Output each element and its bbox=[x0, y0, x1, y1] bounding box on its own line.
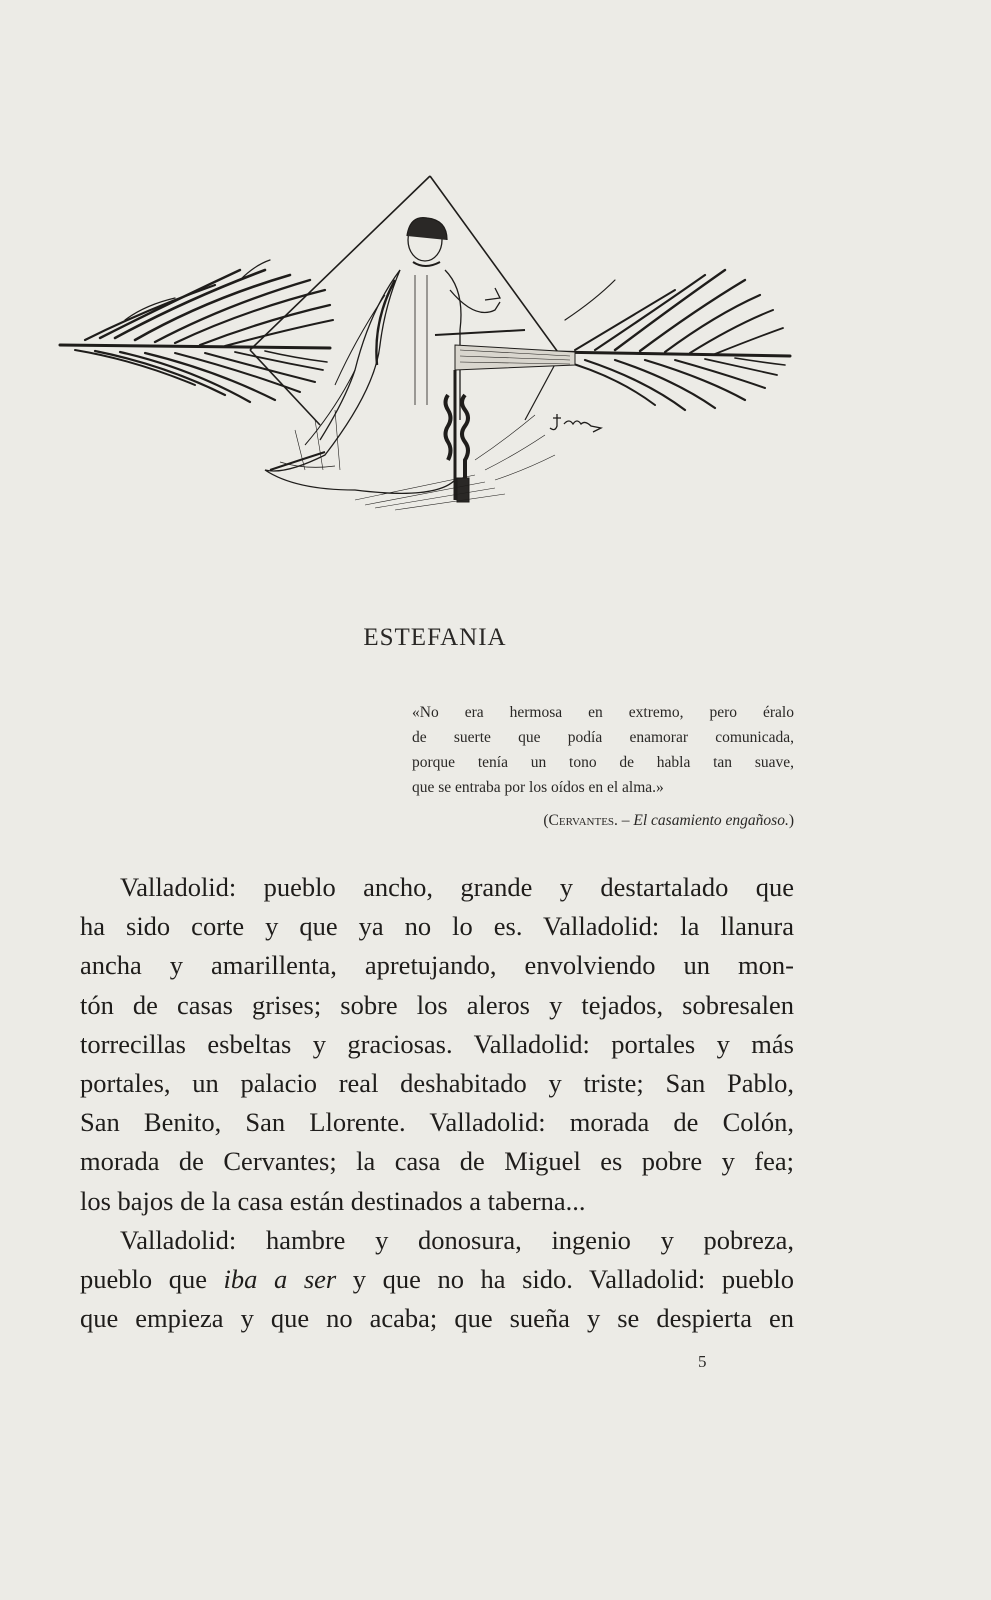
text-line: ha sido corte y que ya no lo es. Valladolid: la llanura bbox=[80, 911, 794, 942]
attribution-open: ( bbox=[543, 812, 549, 829]
text-line: que empieza y que no acaba; que sueña y se despierta en bbox=[80, 1303, 794, 1334]
text-segment: pueblo que bbox=[80, 1264, 224, 1295]
epigraph-line: que se entraba por los oídos en el alma.» bbox=[412, 779, 664, 796]
text-line: portales, un palacio real deshabitado y triste; San Pablo, bbox=[80, 1068, 794, 1099]
loom bbox=[435, 330, 575, 502]
italic-phrase: iba a ser bbox=[223, 1264, 337, 1295]
page-number: 5 bbox=[698, 1352, 707, 1371]
text-line: torrecillas esbeltas y graciosas. Valladolid: portales y más bbox=[80, 1028, 794, 1059]
text-line bbox=[80, 1260, 794, 1299]
text-line: morada de Cervantes; la casa de Miguel es pobre y fea; bbox=[80, 1146, 794, 1177]
text-line: tón de casas grises; sobre los aleros y tejados, sobresalen bbox=[80, 989, 794, 1020]
text-segment: y que no ha sido. Valladolid: pueblo bbox=[336, 1264, 794, 1295]
epigraph bbox=[412, 700, 794, 800]
artist-signature bbox=[550, 414, 601, 432]
text-line: Valladolid: pueblo ancho, grande y destartalado que bbox=[120, 872, 794, 902]
body-text bbox=[80, 868, 794, 1338]
diamond-frame bbox=[250, 176, 560, 425]
epigraph-line: porque tenía un tono de habla tan suave, bbox=[412, 754, 794, 771]
attribution-close: ) bbox=[788, 812, 794, 829]
chapter-title: ESTEFANIA bbox=[363, 624, 507, 651]
epigraph-line: «No era hermosa en extremo, pero éralo bbox=[412, 704, 794, 721]
right-palm-frond bbox=[550, 270, 790, 410]
text-line: San Benito, San Llorente. Valladolid: morada de Colón, bbox=[80, 1107, 794, 1138]
epigraph-line: de suerte que podía enamorar comunicada, bbox=[412, 729, 794, 746]
text-line: ancha y amarillenta, apretujando, envolviendo un mon- bbox=[80, 950, 794, 981]
woman-at-loom-engraving bbox=[55, 170, 800, 525]
epigraph-attribution bbox=[412, 812, 794, 830]
attribution-author: Cervantes bbox=[548, 812, 615, 829]
text-line: los bajos de la casa están destinados a taberna... bbox=[80, 1185, 586, 1216]
text-line: Valladolid: hambre y donosura, ingenio y pobreza, bbox=[120, 1224, 794, 1255]
attribution-separator: . – bbox=[614, 812, 634, 829]
headpiece-illustration bbox=[55, 170, 800, 525]
left-palm-frond bbox=[60, 260, 333, 402]
attribution-work: El casamiento engañoso. bbox=[633, 812, 789, 829]
